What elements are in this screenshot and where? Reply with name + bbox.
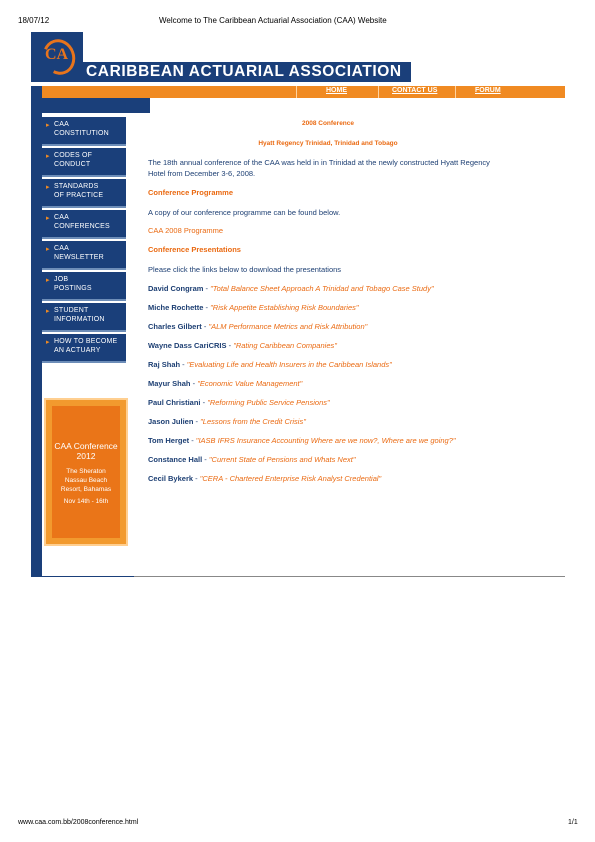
- presentation-link[interactable]: "Total Balance Sheet Approach A Trinidad and Tobago Case Study": [210, 284, 434, 293]
- sidebar-item-line1: JOB: [54, 276, 69, 283]
- separator: -: [226, 341, 234, 350]
- sidebar-item-line1: CAA: [54, 214, 69, 221]
- content-band: [150, 98, 565, 113]
- print-page-number: 1/1: [568, 819, 578, 826]
- presentation-link[interactable]: "Current State of Pensions and Whats Next": [208, 455, 356, 464]
- venue-subtitle: Hyatt Regency Trinidad, Trinidad and Tobago: [258, 140, 398, 147]
- speaker-name: David Congram: [148, 284, 204, 293]
- separator: -: [203, 303, 211, 312]
- page-title: 2008 Conference: [301, 120, 355, 127]
- separator: -: [203, 284, 211, 293]
- sidebar-item-line2: CONFERENCES: [54, 223, 110, 230]
- presentation-item[interactable]: [148, 322, 367, 331]
- presentation-item[interactable]: [148, 398, 330, 407]
- logo-text: CA: [45, 46, 69, 63]
- sidebar-item-job-postings[interactable]: [42, 272, 126, 301]
- sidebar-item-line2: OF PRACTICE: [54, 192, 104, 199]
- presentation-item[interactable]: [148, 379, 302, 388]
- footer-rule-left: [31, 576, 134, 577]
- sidebar-item-line1: HOW TO BECOME: [54, 338, 118, 345]
- print-date: 18/07/12: [18, 16, 50, 25]
- sidebar-item-standards[interactable]: [42, 179, 126, 208]
- programme-link[interactable]: CAA 2008 Programme: [148, 226, 224, 235]
- speaker-name: Mayur Shah: [148, 379, 191, 388]
- arrow-right-icon: ▸: [46, 122, 50, 129]
- presentation-item[interactable]: [148, 284, 434, 293]
- separator: -: [189, 436, 196, 445]
- promo-title: [52, 441, 120, 461]
- sidebar-item-conferences[interactable]: [42, 210, 126, 239]
- presentation-link[interactable]: "Risk Appetite Establishing Risk Boundaries": [210, 303, 359, 312]
- presentations-heading: Conference Presentations: [148, 245, 241, 254]
- separator: -: [190, 379, 198, 388]
- speaker-name: Miche Rochette: [148, 303, 204, 312]
- presentation-item[interactable]: [148, 303, 359, 312]
- nav-contact-link[interactable]: CONTACT US: [392, 87, 438, 94]
- sidebar-item-line2: NEWSLETTER: [54, 254, 104, 261]
- speaker-name: Constance Hall: [148, 455, 203, 464]
- presentation-link[interactable]: "Rating Caribbean Companies": [233, 341, 337, 350]
- presentation-link[interactable]: "Economic Value Management": [197, 379, 303, 388]
- arrow-right-icon: ▸: [46, 246, 50, 253]
- promo-venue-line2: Nassau Beach: [64, 477, 108, 484]
- speaker-name: Jason Julien: [148, 417, 194, 426]
- presentation-link[interactable]: "CERA - Chartered Enterprise Risk Analyst Credential": [199, 474, 382, 483]
- separator: -: [202, 455, 209, 464]
- promo-dates: Nov 14th - 16th: [63, 498, 109, 505]
- sidebar-item-line2: AN ACTUARY: [54, 347, 101, 354]
- presentation-link[interactable]: "Lessons from the Credit Crisis": [200, 417, 306, 426]
- left-strip: [31, 86, 42, 576]
- speaker-name: Tom Herget: [148, 436, 190, 445]
- nav-home-link[interactable]: HOME: [326, 87, 347, 94]
- presentation-item[interactable]: [148, 455, 356, 464]
- arrow-right-icon: ▸: [46, 184, 50, 191]
- separator: -: [200, 398, 208, 407]
- programme-heading: Conference Programme: [148, 188, 234, 197]
- arrow-right-icon: ▸: [46, 277, 50, 284]
- arrow-right-icon: ▸: [46, 339, 50, 346]
- speaker-name: Paul Christiani: [148, 398, 201, 407]
- separator: -: [193, 474, 200, 483]
- promo-inner: [52, 406, 120, 538]
- nav-separator: [378, 86, 379, 98]
- arrow-right-icon: ▸: [46, 215, 50, 222]
- intro-line2: Hotel from December 3-6, 2008.: [148, 169, 256, 178]
- nav-separator: [296, 86, 297, 98]
- arrow-right-icon: ▸: [46, 308, 50, 315]
- sidebar-item-line2: CONSTITUTION: [54, 130, 109, 137]
- sidebar-item-line1: CAA: [54, 245, 69, 252]
- print-url: www.caa.com.bb/2008conference.html: [18, 819, 139, 826]
- promo-title-line1: CAA Conference: [54, 441, 118, 451]
- presentation-item[interactable]: [148, 417, 306, 426]
- promo-venue: [52, 467, 120, 494]
- intro-line1: The 18th annual conference of the CAA was held in in Trinidad at the newly constructed Hyatt Regency: [148, 158, 490, 167]
- speaker-name: Raj Shah: [148, 360, 181, 369]
- presentation-item[interactable]: [148, 360, 392, 369]
- presentation-link[interactable]: "ALM Performance Metrics and Risk Attribution": [208, 322, 368, 331]
- presentation-link[interactable]: "IASB IFRS Insurance Accounting Where are we now?, Where are we going?": [195, 436, 456, 445]
- presentations-text: Please click the links below to download the presentations: [148, 265, 342, 274]
- sidebar-item-line2: INFORMATION: [54, 316, 105, 323]
- sidebar-item-line2: POSTINGS: [54, 285, 92, 292]
- programme-text: A copy of our conference programme can be found below.: [148, 208, 341, 217]
- footer-rule: [134, 576, 565, 577]
- print-title: Welcome to The Caribbean Actuarial Association (CAA) Website: [159, 16, 387, 25]
- sidebar-item-student-information[interactable]: [42, 303, 126, 332]
- presentation-link[interactable]: "Reforming Public Service Pensions": [207, 398, 330, 407]
- separator: -: [180, 360, 187, 369]
- arrow-right-icon: ▸: [46, 153, 50, 160]
- sidebar-item-constitution[interactable]: [42, 117, 126, 146]
- caa-logo[interactable]: [31, 32, 83, 80]
- conference-2012-promo[interactable]: [44, 398, 128, 546]
- sidebar-item-newsletter[interactable]: [42, 241, 126, 270]
- sidebar-item-line1: CODES OF: [54, 152, 93, 159]
- sidebar-item-line1: STANDARDS: [54, 183, 99, 190]
- separator: -: [201, 322, 209, 331]
- nav-separator: [455, 86, 456, 98]
- presentation-item[interactable]: [148, 436, 456, 445]
- promo-venue-line1: The Sheraton: [66, 468, 106, 475]
- sidebar-item-line2: CONDUCT: [54, 161, 91, 168]
- nav-forum-link[interactable]: FORUM: [475, 87, 501, 94]
- sidebar-item-line1: STUDENT: [54, 307, 89, 314]
- presentation-link[interactable]: "Evaluating Life and Health Insurers in the Caribbean Islands": [186, 360, 392, 369]
- sidebar-item-become-actuary[interactable]: [42, 334, 126, 363]
- sidebar-item-line1: CAA: [54, 121, 69, 128]
- promo-venue-line3: Resort, Bahamas: [60, 486, 112, 493]
- presentation-item[interactable]: [148, 474, 381, 483]
- speaker-name: Cecil Bykerk: [148, 474, 194, 483]
- site-title: CARIBBEAN ACTUARIAL ASSOCIATION: [86, 63, 402, 80]
- separator: -: [193, 417, 201, 426]
- sidebar-item-codes-of-conduct[interactable]: [42, 148, 126, 177]
- promo-title-line2: 2012: [76, 451, 96, 461]
- speaker-name: Charles Gilbert: [148, 322, 202, 331]
- presentation-item[interactable]: [148, 341, 337, 350]
- speaker-name: Wayne Dass CariCRIS: [148, 341, 227, 350]
